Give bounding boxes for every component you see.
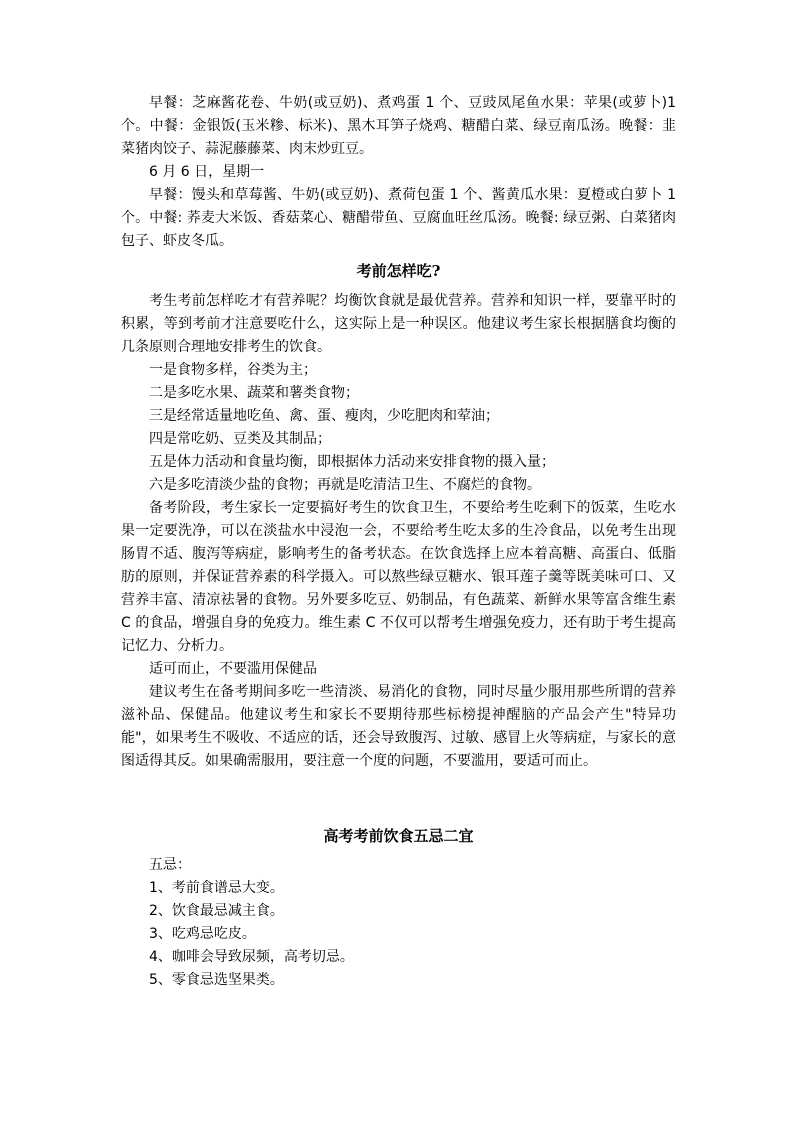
intro-paragraph: 考生考前怎样吃才有营养呢？均衡饮食就是最优营养。营养和知识一样，要靠平时的积累，等到考前才注意要吃什么，这实际上是一种误区。他建议考生家长根据膳食均衡的几条原则合理地安排考生的饮食。 [121,293,676,355]
section-title-exam-diet: 考前怎样吃? [356,262,441,280]
prep-paragraph: 备考阶段，考生家长一定要搞好考生的饮食卫生，不要给考生吃剩下的饭菜，生吃水果一定要洗净，可以在淡盐水中浸泡一会，不要给考生吃太多的生冷食品，以免考生出现肠胃不适、腹泻等病症，影响考生的备考状态。在饮食选择上应本着高糖、高蛋白、低脂肪的原则，并保证营养素的科学摄入。可以熬些绿豆糖水、银耳莲子羹等既美味可口、又营养丰富、清凉祛暑的食物。另外要多吃豆、奶制品，有色蔬菜、新鲜水果等富含维生素 C 的食品，增强自身的免疫力。维生素 C 不仅可以帮考生增强免疫力，还有助于考生提高记忆力、分析力。 [121,500,676,654]
list-item: 3、吃鸡忌吃皮。 [149,926,256,942]
list-item: 2、饮食最忌减主食。 [149,903,284,919]
menu-date-line: 6 月 6 日，星期一 [149,164,265,180]
menu-day-paragraph: 早餐：芝麻酱花卷、牛奶(或豆奶)、煮鸡蛋 1 个、豆豉凤尾鱼水果：苹果(或萝卜)1 个。中餐：金银饭(玉米糁、标米)、黑木耳笋子烧鸡、糖醋白菜、绿豆南瓜汤。晚餐：韭菜猪肉饺子、蒜泥藤藤菜、肉末炒豇豆。 [121,95,676,157]
principle-item: 二是多吃水果、蔬菜和薯类食物； [149,385,359,401]
list-label: 五忌： [149,857,191,873]
document-body [121,92,676,992]
menu-day-paragraph: 早餐：馒头和草莓酱、牛奶(或豆奶)、煮荷包蛋 1 个、酱黄瓜水果：夏橙或白萝卜 1 个。中餐: 荞麦大米饭、香菇菜心、糖醋带鱼、豆腐血旺丝瓜汤。晚餐: 绿豆粥、白菜猪肉包子、虾皮冬瓜。 [121,187,676,249]
principle-item: 六是多吃清淡少盐的食物；再就是吃清洁卫生、不腐烂的食物。 [149,477,541,493]
list-item: 5、零食忌选坚果类。 [149,972,284,988]
principle-item: 四是常吃奶、豆类及其制品； [149,431,331,447]
section-title-five-taboos: 高考考前饮食五忌二宜 [323,827,474,845]
principle-item: 一是食物多样，谷类为主； [149,362,317,378]
list-item: 1、考前食谱忌大变。 [149,880,284,896]
principle-item: 五是体力活动和食量均衡，即根据体力活动来安排食物的摄入量； [149,454,555,470]
advice-paragraph: 建议考生在备考期间多吃一些清淡、易消化的食物，同时尽量少服用那些所谓的营养滋补品、保健品。他建议考生和家长不要期待那些标榜提神醒脑的产品会产生"特异功能"，如果考生不吸收、不适应的话，还会导致腹泻、过敏、感冒上火等病症，与家长的意图适得其反。如果确需服用，要注意一个度的问题，不要滥用，要适可而止。 [121,684,676,769]
principle-item: 三是经常适量地吃鱼、禽、蛋、瘦肉，少吃肥肉和荤油； [149,408,499,424]
subheading-supplements: 适可而止，不要滥用保健品 [149,661,317,677]
list-item: 4、咖啡会导致尿频，高考切忌。 [149,949,354,965]
